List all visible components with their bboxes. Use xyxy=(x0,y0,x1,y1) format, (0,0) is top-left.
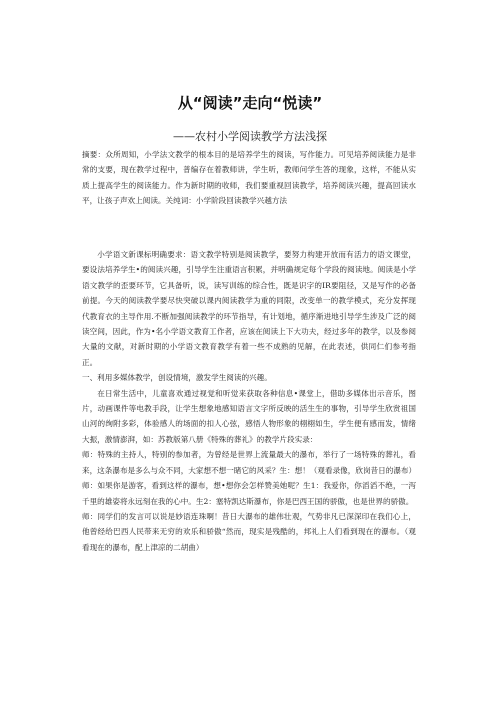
paragraph: 在日常生活中，儿童喜欢通过视觉和听觉来获取各种信息•课堂上，借助多媒体出示音乐，图片，动画课件等电教手段，让学生想象地感知语言文字所反映的活生生的事物，引导学生欣赏祖国山河的绚附多彩，体验感人的场面的扣人心弦，感悟人物形象的栩栩如生，学生便有感而发，情绪大振，激情澎湃，如：苏教版第八册《特殊的葬礼》的教学片段实录： xyxy=(82,388,416,444)
page-title: 从“阅读”走向“悦读” xyxy=(177,94,323,112)
dialogue-paragraph: 师：如果你是游客，看到这样的瀑布，想•想你会怎样赞美她呢？生1：我爱你，你滔滔不绝，一泻千里的雄姿将永远刻在我的心中。生2：塞特凯达斯瀑布，你是巴西王国的骄傲，也是世界的骄傲。 xyxy=(82,481,416,506)
body-text xyxy=(82,247,416,555)
section-heading: 一、利用多媒体教学，创设情境，激发学生阅读的兴趣。 xyxy=(82,373,272,383)
abstract: 摘要：众所周知，小学法文教学的根本目的是培养学生的阅读，写作能力。可见培养阅读能力是非常的支要，现在教学过程中，普编存在着教师讲，学生听，教师问学生答的现象，这样，不能从实质上提高学生的阅读能力。作为新时期的收师，我们要重视回读教学，培养阅读兴趣，提高回读水平，让孩子声欢上阅读。关纯词：小学阶段回读教学兴越方法 xyxy=(82,150,416,206)
page-subtitle: ——农村小学阅读教学方法浅探 xyxy=(173,130,327,143)
dialogue-paragraph: 师：特殊的主持人，特别的参加者，为曾经是世界上流量最大的瀑布，举行了一场特殊的葬礼，看来，这条瀑布是多么与众不同，大家想不想一睹它的风采？生：想！（观看录像，欣岗昔日的瀑布） xyxy=(82,450,417,475)
paragraph: 小学语文新课标明确要求：语文教学特别是阅读教学，要努力构建开放而有活力的语文课堂，要设法培养学生•的阅读兴趣，引导学生注重语言积累，并明确规定每个学段的阅读地。阅读是小学语文教学的歪要环节，它具备听，说，读写训练的综合性，既是识字的IR要阻径，又是写作的必备前提。今天的阅读教学要尽快突破以课内阅读教学为重的同限，改变单一的教学模式，充分发挥现代教育衣的主导作用.不断加强阅读教学的环节指导，有计划地，循序渐进地引导学生涉及广泛的阅读空间，因此，作为•名小学语文教育工作者，应该在阅读上下大功夫，经过多年的教学，以及参阅大量的文献，对新时期的小学语文教育教学有着一些不成熟的见解，在此表述，供同仁们参考指正。 xyxy=(82,250,416,367)
dialogue-paragraph: 师：同学们的发言可以说是妙语连珠啊！昔日大瀑布的雄伟壮观，气势非凡已深深印在我们心上，他曾经给巴西人民带来无穷的欢乐和骄傲“然而，现实是残酷的，邦礼上人们看到现在的瀑布。（观看现在的瀑布，配上津凉的二胡曲） xyxy=(82,511,416,552)
